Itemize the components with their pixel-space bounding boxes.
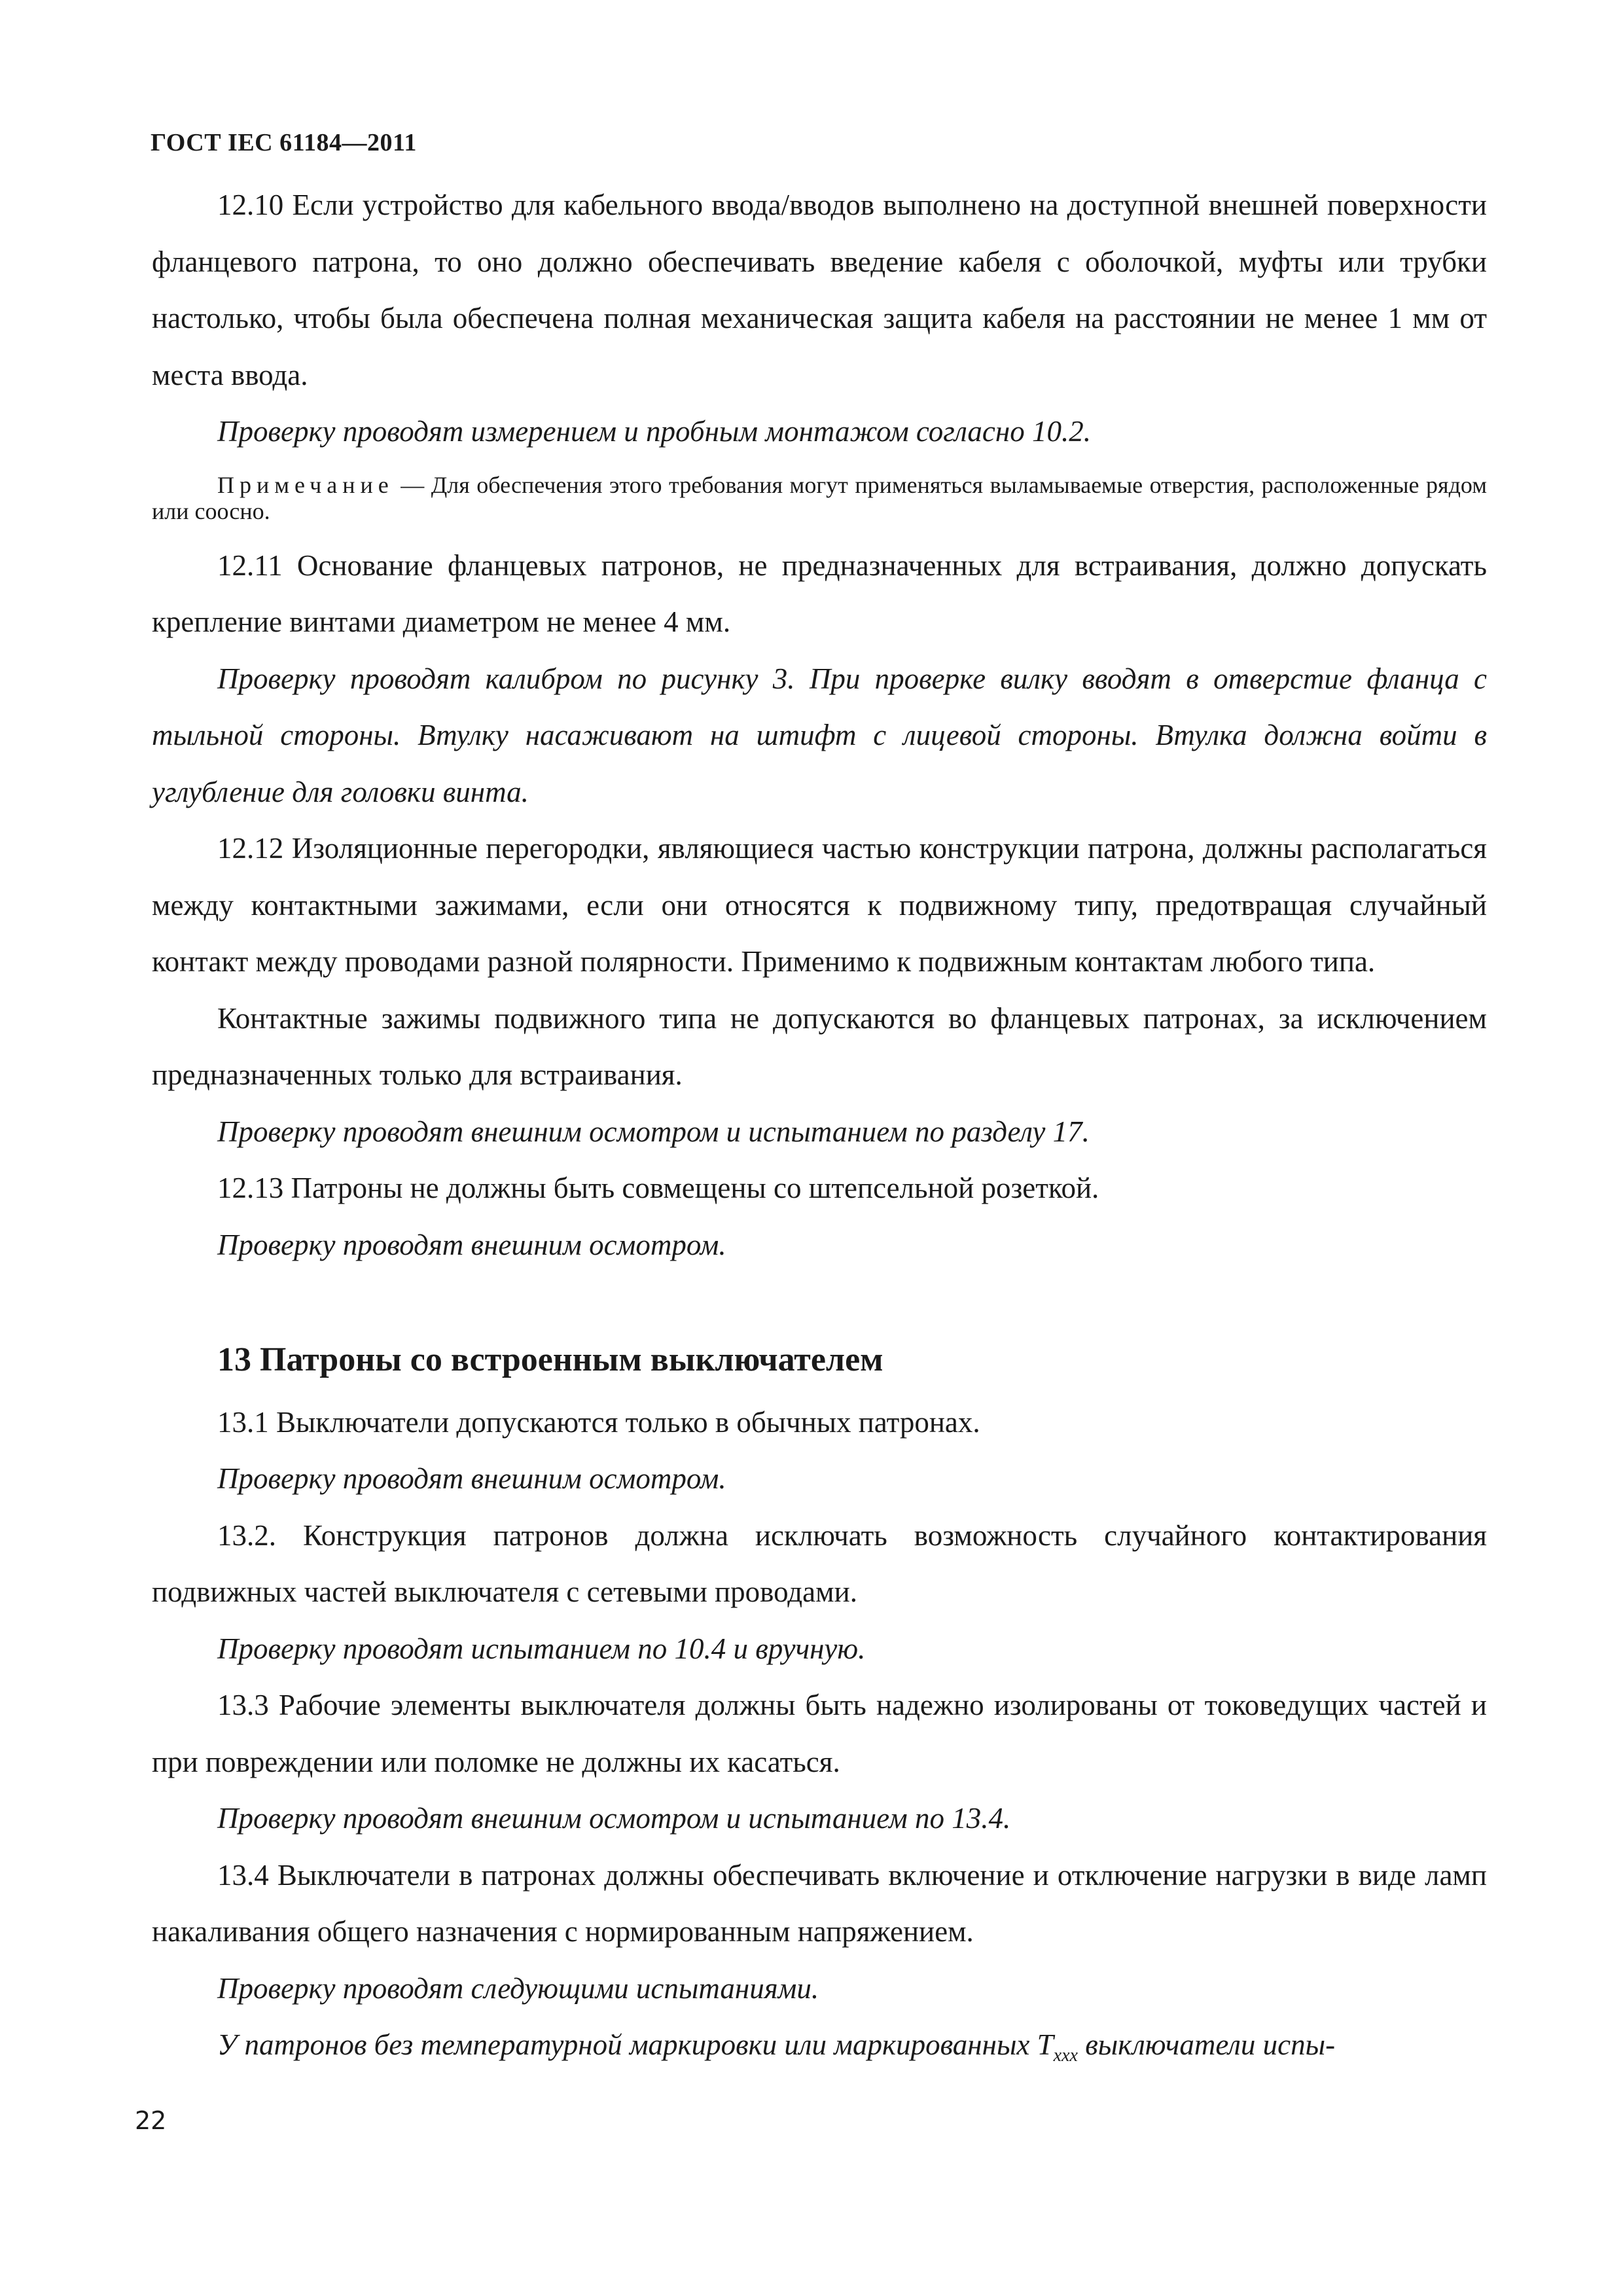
- clause-12-10: 12.10 Если устройство для кабельного ввода/вводов выполнено на доступной внешней поверхности фланцевого патрона, то оно должно обеспечивать введение кабеля с оболочкой, муфты или трубки настолько, чтобы была обеспечена полная механическая защита кабеля на расстоянии не менее 1 мм от места ввода.: [152, 188, 1487, 391]
- clause-12-12-paragraph-2: Контактные зажимы подвижного типа не допускаются во фланцевых патронах, за исключением предназначенных только для встраивания.: [152, 1001, 1487, 1091]
- clause-13-1: 13.1 Выключатели допускаются только в обычных патронах.: [217, 1405, 980, 1439]
- clause-13-2: 13.2. Конструкция патронов должна исключать возможность случайного контактирования подвижных частей выключателя с сетевыми проводами.: [152, 1518, 1487, 1608]
- clause-12-12: 12.12 Изоляционные перегородки, являющиеся частью конструкции патрона, должны располагаться между контактными зажимами, если они относятся к подвижному типу, предотвращая случайный контакт между проводами разной полярности. Применимо к подвижным контактам любого типа.: [152, 832, 1487, 978]
- clause-13-1-check: Проверку проводят внешним осмотром.: [217, 1462, 726, 1495]
- clause-12-11: 12.11 Основание фланцевых патронов, не предназначенных для встраивания, должно допускать крепление винтами диаметром не менее 4 мм.: [152, 548, 1487, 638]
- continuation-text-b: выключатели испы-: [1077, 2028, 1336, 2061]
- clause-13-4-check: Проверку проводят следующими испытаниями.: [217, 1971, 819, 2005]
- section-13-heading: 13 Патроны со встроенным выключателем: [217, 1341, 883, 1378]
- clause-12-13-check: Проверку проводят внешним осмотром.: [217, 1228, 726, 1261]
- clause-13-4-continuation: [152, 2017, 1487, 2085]
- clause-13-4: 13.4 Выключатели в патронах должны обеспечивать включение и отключение нагрузки в виде ламп накаливания общего назначения с нормированным напряжением.: [152, 1858, 1487, 1948]
- clause-12-12-check: Проверку проводят внешним осмотром и испытанием по разделу 17.: [217, 1115, 1090, 1148]
- clause-13-3-check: Проверку проводят внешним осмотром и испытанием по 13.4.: [217, 1802, 1011, 1835]
- note-label: Примечание: [217, 471, 394, 498]
- note-text: — Для обеспечения этого требования могут применяться выламываемые отверстия, расположенные рядом или соосно.: [152, 471, 1487, 524]
- marking-subscript: xxx: [1053, 2045, 1078, 2066]
- clause-12-11-check: Проверку проводят калибром по рисунку 3. При проверке вилку вводят в отверстие фланца с тыльной стороны. Втулку насаживают на штифт с лицевой стороны. Втулка должна войти в углубление для головки винта.: [152, 662, 1487, 808]
- clause-12-10-check: Проверку проводят измерением и пробным монтажом согласно 10.2.: [217, 415, 1091, 448]
- page-body: [152, 177, 1487, 2085]
- clause-13-2-check: Проверку проводят испытанием по 10.4 и вручную.: [217, 1632, 866, 1665]
- continuation-text-a: У патронов без температурной маркировки или маркированных T: [217, 2028, 1054, 2061]
- clause-12-10-note: [152, 472, 1487, 524]
- document-code-header: ГОСТ IEC 61184—2011: [151, 129, 417, 156]
- clause-12-13: 12.13 Патроны не должны быть совмещены со штепсельной розеткой.: [217, 1172, 1099, 1204]
- page-number: 22: [135, 2106, 167, 2135]
- clause-13-3: 13.3 Рабочие элементы выключателя должны быть надежно изолированы от токоведущих частей и при повреждении или поломке не должны их касаться.: [152, 1689, 1487, 1778]
